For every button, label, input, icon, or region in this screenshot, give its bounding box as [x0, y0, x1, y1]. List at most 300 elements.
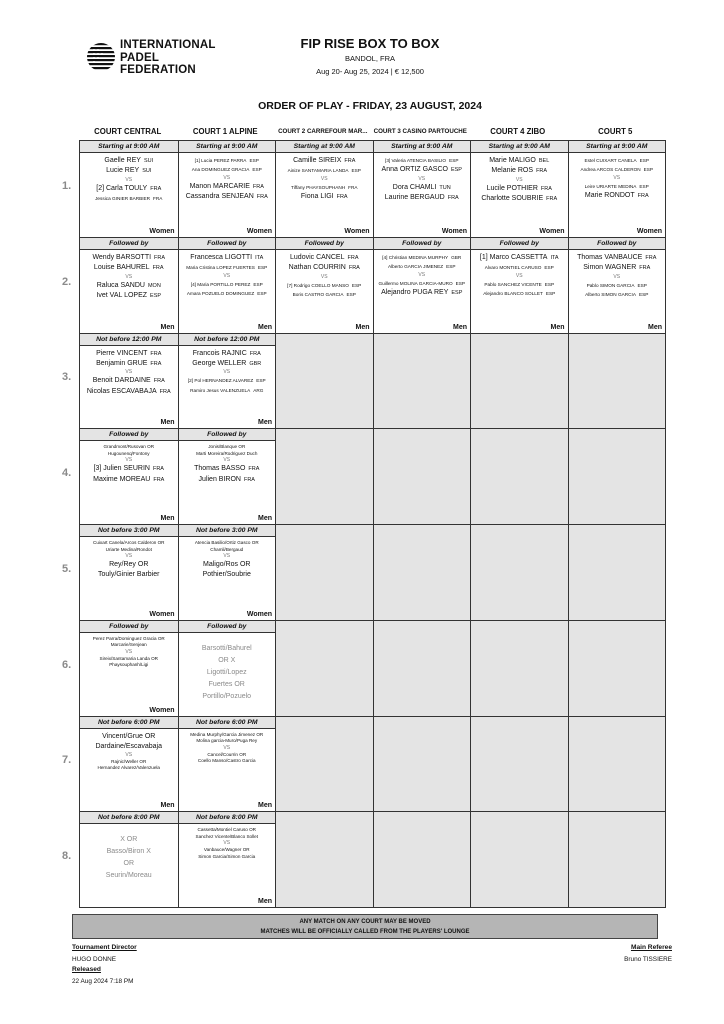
player-country: FRA — [152, 265, 164, 272]
empty-cell — [275, 334, 373, 429]
player-name: Maxime MOREAU — [93, 475, 151, 483]
match-content — [80, 537, 178, 580]
player-country: ESP — [637, 282, 647, 288]
player-name: Pierre VINCENT — [96, 349, 148, 357]
player-name: Laurine BERGAUD — [384, 194, 445, 202]
player-country: FRA — [153, 476, 165, 483]
player-name: Charlotte SOUBRIE — [481, 195, 544, 203]
player-country: FRA — [249, 350, 261, 357]
vs-label: VS — [125, 273, 133, 280]
tournament-title: FIP RISE BOX TO BOX — [300, 36, 440, 51]
player-name: Maria Cristina LOPEZ FUERTES — [186, 265, 255, 271]
empty-cell — [373, 717, 471, 812]
player — [473, 156, 566, 166]
match-cell — [80, 238, 178, 333]
team-text: Cuixart Canela/Arcos Calderon OR — [93, 540, 165, 545]
vs-label: VS — [125, 176, 133, 183]
schedule-grid — [79, 124, 666, 908]
player-country: FRA — [536, 168, 548, 175]
match-cell — [80, 621, 178, 716]
match-cell — [178, 334, 276, 429]
vs-label: VS — [223, 553, 231, 559]
vs-label: VS — [223, 174, 231, 181]
team-text: Simon Garcia/Simon Garcia — [198, 853, 256, 859]
player — [82, 156, 176, 166]
match-time-header: Not before 3:00 PM — [80, 525, 178, 537]
tbd-text: Fuertes OR — [208, 680, 245, 688]
team-text: Chamli/Bergaud — [210, 546, 244, 552]
player — [473, 184, 566, 194]
match-content — [179, 441, 276, 485]
player — [82, 475, 176, 485]
match-cell — [470, 141, 568, 237]
match-category: Women — [441, 227, 467, 235]
vs-label: VS — [418, 175, 426, 182]
player-country: ESP — [544, 265, 554, 271]
vs-label: VS — [125, 553, 133, 559]
released-time: 22 Aug 2024 7:18 PM — [72, 978, 134, 985]
schedule-row — [80, 141, 665, 237]
match-category: Women — [636, 227, 662, 235]
player-name: Gaelle REY — [104, 157, 141, 164]
player — [181, 376, 274, 385]
player-country: FRA — [348, 184, 358, 190]
match-content — [179, 346, 276, 396]
player-name: Julien BIRON — [198, 475, 241, 483]
match-cell — [80, 141, 178, 237]
vs-label: VS — [320, 273, 328, 280]
player — [376, 193, 469, 203]
match-category: Men — [160, 515, 175, 522]
team-text: Cancel/Courrin OR — [207, 751, 247, 757]
player — [376, 183, 469, 193]
vs-label: VS — [418, 271, 426, 278]
player-name: Wendy BARSOTTI — [92, 253, 152, 261]
match-category: Women — [246, 227, 272, 235]
player-name: Thomas BASSO — [194, 465, 246, 473]
match-content — [80, 729, 178, 772]
match-content — [80, 346, 178, 398]
player-country: ESP — [351, 282, 362, 288]
match-category: Men — [453, 323, 467, 331]
player — [181, 165, 274, 174]
player-name: [3] Valeria ATENCIA BASILIO — [385, 158, 447, 163]
schedule-row — [80, 428, 665, 524]
match-cell — [178, 141, 276, 237]
player-country: ITA — [255, 254, 264, 261]
player-name: Pablo SIMON GARCIA — [586, 282, 635, 288]
match-time-header: Followed by — [276, 238, 373, 250]
match-content — [276, 153, 373, 203]
vs-label: VS — [320, 175, 328, 182]
player-name: Lucile POTHIER — [486, 184, 538, 192]
player-country: FRA — [348, 265, 360, 272]
match-time-header: Starting at 9:00 AM — [276, 141, 373, 153]
player — [82, 359, 176, 369]
vs-label: VS — [613, 174, 621, 181]
match-content — [80, 441, 178, 485]
match-content — [179, 537, 276, 580]
player — [181, 280, 274, 289]
team-text: Dardaine/Escavabaja — [95, 742, 163, 750]
player-name: Anna ORTIZ GASCO — [381, 166, 448, 174]
player-name: [2] Carla TOULY — [96, 184, 148, 192]
player — [571, 253, 664, 263]
player-country: GBR — [451, 254, 462, 260]
match-category: Men — [160, 802, 175, 810]
player-name: [4] Maria PORTILLO PEREZ — [190, 281, 251, 287]
released-label: Released — [72, 966, 101, 973]
match-cell — [470, 238, 568, 333]
team-text: Grandmont/Rusovan OR — [103, 444, 155, 450]
match-content — [179, 153, 276, 203]
schedule-row — [80, 620, 665, 716]
vs-label: VS — [223, 840, 231, 847]
player-country: FRA — [252, 183, 264, 190]
player-name: Francesca LIGOTTI — [190, 253, 253, 261]
row-number: 4. — [62, 467, 72, 480]
match-time-header: Followed by — [80, 238, 178, 250]
team-text: Molina garcia-Muro/Puga Rey — [196, 738, 258, 743]
match-category: Men — [258, 515, 272, 522]
match-time-header: Followed by — [179, 621, 276, 633]
court-header: COURT 4 ZIBO — [490, 127, 546, 136]
match-content — [179, 250, 276, 299]
player-name: Alberto SIMON GARCIA — [585, 291, 636, 297]
player — [82, 281, 176, 291]
player-country: GBR — [249, 360, 262, 367]
player-country: MON — [147, 282, 161, 289]
order-of-play-title: ORDER OF PLAY - FRIDAY, 23 AUGUST, 2024 — [258, 100, 482, 112]
player — [473, 280, 566, 289]
empty-cell — [568, 621, 666, 716]
vs-label: VS — [125, 457, 133, 464]
row-number: 1. — [62, 179, 72, 192]
empty-cell — [568, 334, 666, 429]
player-name: Francois RAJNIC — [192, 349, 247, 357]
player — [278, 281, 371, 290]
player-name: Leire URIARTE MEDINA — [584, 183, 637, 189]
tbd-text: Barsotti/Bahurel — [201, 644, 252, 652]
match-cell — [568, 238, 666, 333]
player — [181, 359, 274, 369]
match-category: Women — [149, 227, 175, 235]
tbd-text: OR — [123, 860, 134, 868]
player-name: Melanie ROS — [491, 167, 534, 175]
match-time-header: Starting at 9:00 AM — [471, 141, 568, 153]
player — [473, 194, 566, 204]
tournament-director-name: HUGO DONNE — [72, 956, 117, 963]
tbd-text: X OR — [120, 836, 138, 844]
player-country: FRA — [248, 466, 260, 473]
player-country: ESP — [450, 167, 462, 174]
row-number: 3. — [62, 371, 72, 384]
tbd-text: Seurin/Moreau — [105, 872, 152, 880]
player-country: ESP — [252, 167, 262, 173]
schedule-rows — [79, 140, 666, 908]
vs-label: VS — [125, 369, 133, 376]
vs-label: VS — [613, 273, 621, 280]
player-country: ITA — [550, 254, 559, 261]
player-country: ESP — [150, 292, 162, 299]
match-category: Men — [648, 323, 662, 331]
player — [376, 156, 469, 165]
player-country: FRA — [637, 193, 649, 200]
court-header: COURT 2 CARREFOUR MAR... — [278, 128, 368, 135]
player-country: ESP — [257, 290, 267, 296]
player — [82, 464, 176, 474]
player-country: FRA — [540, 185, 552, 192]
match-time-header: Followed by — [471, 238, 568, 250]
notice-box — [72, 914, 658, 939]
player-name: [1] Lucia PEREZ PARRA — [194, 158, 247, 163]
player-name: Dora CHAMLI — [392, 183, 437, 191]
player-name: Estel CUIXART CANELA — [584, 158, 637, 163]
team-text: Uriarte Medina/Rondot — [105, 546, 152, 552]
team-text: Vanbauce/Wagner OR — [203, 847, 250, 853]
match-time-header: Not before 12:00 PM — [179, 334, 276, 346]
player-country: ESP — [253, 281, 263, 287]
player-name: Ivet VAL LOPEZ — [96, 291, 148, 299]
player-country: FRA — [447, 195, 459, 202]
match-time-header: Followed by — [80, 621, 178, 633]
match-time-header: Starting at 9:00 AM — [80, 141, 178, 153]
player-country: BEL — [538, 158, 550, 164]
vs-label: VS — [223, 272, 231, 279]
match-time-header: Not before 12:00 PM — [80, 334, 178, 346]
player-name: George WELLER — [192, 359, 247, 367]
player — [82, 349, 176, 359]
empty-cell — [275, 429, 373, 524]
player-country: ESP — [446, 264, 456, 270]
player — [181, 386, 274, 395]
match-time-header: Starting at 9:00 AM — [179, 141, 276, 153]
player — [571, 290, 664, 299]
team-text: Hugounenq/Fontony — [107, 450, 150, 456]
empty-cell — [373, 621, 471, 716]
match-category: Men — [550, 323, 565, 331]
player-country: FRA — [154, 254, 166, 261]
player-country: FRA — [243, 476, 255, 483]
player-country: ESP — [643, 167, 654, 173]
vs-label: VS — [223, 369, 231, 376]
schedule-row — [80, 524, 665, 620]
player-country: ESP — [346, 291, 356, 297]
team-text: Maligo/Ros OR — [203, 561, 251, 568]
player-name: Ainize SANTAMARIA LANDA — [287, 168, 349, 174]
player-name: Pablo SANCHEZ VICENTE — [484, 281, 542, 287]
match-cell — [275, 141, 373, 237]
player — [473, 166, 566, 176]
match-cell — [373, 141, 471, 237]
court-header: COURT 5 — [598, 127, 633, 136]
vs-label: VS — [125, 751, 133, 758]
player-country: SUI — [143, 158, 154, 164]
player-name: Nicolas ESCAVABAJA — [86, 387, 157, 395]
match-time-header: Starting at 9:00 AM — [374, 141, 471, 153]
row-number: 5. — [62, 562, 72, 575]
player — [82, 263, 176, 273]
player-name: Ramiro Jesus VALENZUELA — [190, 387, 251, 393]
player-country: ESP — [256, 378, 266, 384]
match-cell — [275, 238, 373, 333]
fip-logo — [86, 36, 216, 80]
player — [82, 387, 176, 397]
tbd-text: Ligotti/Lopez — [206, 668, 247, 676]
notice-line-2: MATCHES WILL BE OFFICIALLY CALLED FROM THE PLAYERS' LOUNGE — [260, 929, 470, 935]
player-name: Alberto GARCIA JIMENEZ — [387, 264, 444, 270]
player-name: Ana DOMINGUEZ GRACIA — [191, 167, 250, 173]
match-cell — [178, 717, 276, 812]
player — [181, 182, 274, 192]
logo-text: INTERNATIONAL PADEL FEDERATION — [120, 39, 216, 77]
player-name: Benjamin GRUE — [96, 359, 148, 367]
player — [82, 194, 176, 203]
match-content — [569, 250, 666, 300]
player — [278, 156, 371, 166]
match-content — [80, 633, 178, 669]
team-text: Pothier/Soubrie — [202, 571, 251, 578]
player-country: ESP — [249, 158, 259, 163]
empty-cell — [373, 334, 471, 429]
tbd-text: Basso/Biron X — [106, 848, 151, 856]
match-content — [276, 250, 373, 300]
player — [82, 376, 176, 386]
player-name: Marie RONDOT — [584, 192, 635, 200]
player — [181, 464, 274, 474]
match-cell — [568, 141, 666, 237]
player-country: FRA — [344, 158, 356, 164]
player-name: Fiona LIGI — [300, 193, 334, 201]
match-content — [569, 153, 666, 202]
empty-cell — [275, 717, 373, 812]
match-content — [80, 153, 178, 204]
player-country: FRA — [256, 194, 268, 201]
player-country: TUN — [439, 184, 451, 191]
match-content — [471, 153, 568, 205]
player — [376, 279, 469, 288]
player — [181, 475, 274, 485]
player — [181, 263, 274, 272]
empty-cell — [568, 812, 666, 907]
match-category: Men — [258, 802, 272, 810]
match-category: Women — [344, 227, 370, 235]
main-referee-name: Bruno TISSIERE — [624, 956, 672, 963]
player-name: Thomas VANBAUCE — [577, 253, 643, 261]
player-country: ESP — [351, 168, 361, 174]
player-country: ESP — [638, 291, 649, 297]
player — [82, 184, 176, 194]
player-country: FRA — [639, 265, 651, 272]
match-cell — [178, 812, 276, 907]
empty-cell — [275, 621, 373, 716]
team-text: Sanchez Vicente/Blanco Sollet — [195, 833, 258, 839]
main-referee-label: Main Referee — [630, 944, 672, 951]
team-text: Hernandez Alvarez/Valenzuela — [97, 765, 160, 770]
player-name: Cassandra SENJEAN — [185, 193, 254, 201]
match-category: Men — [160, 323, 175, 331]
team-text: Medina Murphy/Garcia Jimenez OR — [190, 731, 264, 737]
player-country: FRA — [336, 194, 348, 201]
player-country: FRA — [159, 388, 171, 395]
player — [181, 192, 274, 202]
empty-cell — [470, 717, 568, 812]
vs-label: VS — [223, 744, 231, 751]
player — [82, 166, 176, 176]
tournament-director-label: Tournament Director — [72, 944, 137, 951]
match-cell — [178, 238, 276, 333]
match-category: Men — [258, 419, 272, 427]
team-text: Marti Moreira/Rodriguez Duch — [196, 450, 258, 456]
player — [571, 191, 664, 201]
team-text: Rajnic/Weller OR — [111, 758, 147, 764]
player — [571, 263, 664, 273]
court-headers — [79, 124, 666, 140]
player-name: [1] Marco CASSETTA — [479, 253, 548, 261]
player — [278, 290, 371, 299]
team-text: Touly/Ginier Barbier — [98, 571, 160, 578]
match-category: Men — [160, 419, 175, 427]
match-time-header: Followed by — [569, 238, 666, 250]
court-header: COURT 3 CASINO PARTOUCHE — [373, 128, 467, 135]
match-category: Women — [149, 706, 175, 714]
player-name: Alvaro MONTIEL CARUSO — [484, 265, 542, 271]
match-cell — [80, 334, 178, 429]
player-name: Louise BAHUREL — [93, 264, 150, 272]
empty-cell — [470, 334, 568, 429]
match-time-header: Not before 8:00 PM — [179, 812, 276, 824]
match-time-header: Followed by — [374, 238, 471, 250]
player — [376, 262, 469, 271]
player — [473, 253, 566, 263]
match-time-header: Not before 6:00 PM — [80, 717, 178, 729]
match-category: Men — [258, 898, 272, 905]
player — [571, 156, 664, 165]
empty-cell — [470, 812, 568, 907]
empty-cell — [275, 525, 373, 620]
match-content — [179, 729, 276, 765]
player — [376, 253, 469, 262]
player-name: [4] Christian MEDINA MURPHY — [382, 254, 449, 260]
match-time-header: Not before 6:00 PM — [179, 717, 276, 729]
match-content — [179, 824, 276, 860]
match-time-header: Followed by — [179, 238, 276, 250]
notice-line-1: ANY MATCH ON ANY COURT MAY BE MOVED — [299, 919, 431, 925]
player — [278, 263, 371, 273]
player-name: Alejandro BLANCO SOLLET — [483, 290, 543, 296]
match-cell — [80, 525, 178, 620]
player-country: ESP — [449, 158, 459, 163]
player-country: SUI — [142, 168, 152, 175]
vs-label: VS — [223, 457, 231, 464]
match-content — [374, 153, 471, 204]
player-country: ESP — [257, 265, 268, 271]
player-country: ESP — [545, 290, 556, 296]
player — [278, 166, 371, 175]
schedule-row — [80, 237, 665, 333]
match-cell — [373, 238, 471, 333]
match-cell — [178, 621, 276, 716]
player — [181, 289, 274, 298]
match-content — [179, 633, 276, 703]
row-number: 2. — [62, 275, 72, 288]
team-text: Marcarie/Senjean — [110, 642, 147, 648]
empty-cell — [275, 812, 373, 907]
player-country: FRA — [150, 185, 162, 192]
player-name: Amara POZUELO DOMINGUEZ — [186, 290, 255, 296]
player-country: ESP — [451, 289, 463, 296]
player-name: Boris CASTRO GARCIA — [292, 291, 344, 297]
